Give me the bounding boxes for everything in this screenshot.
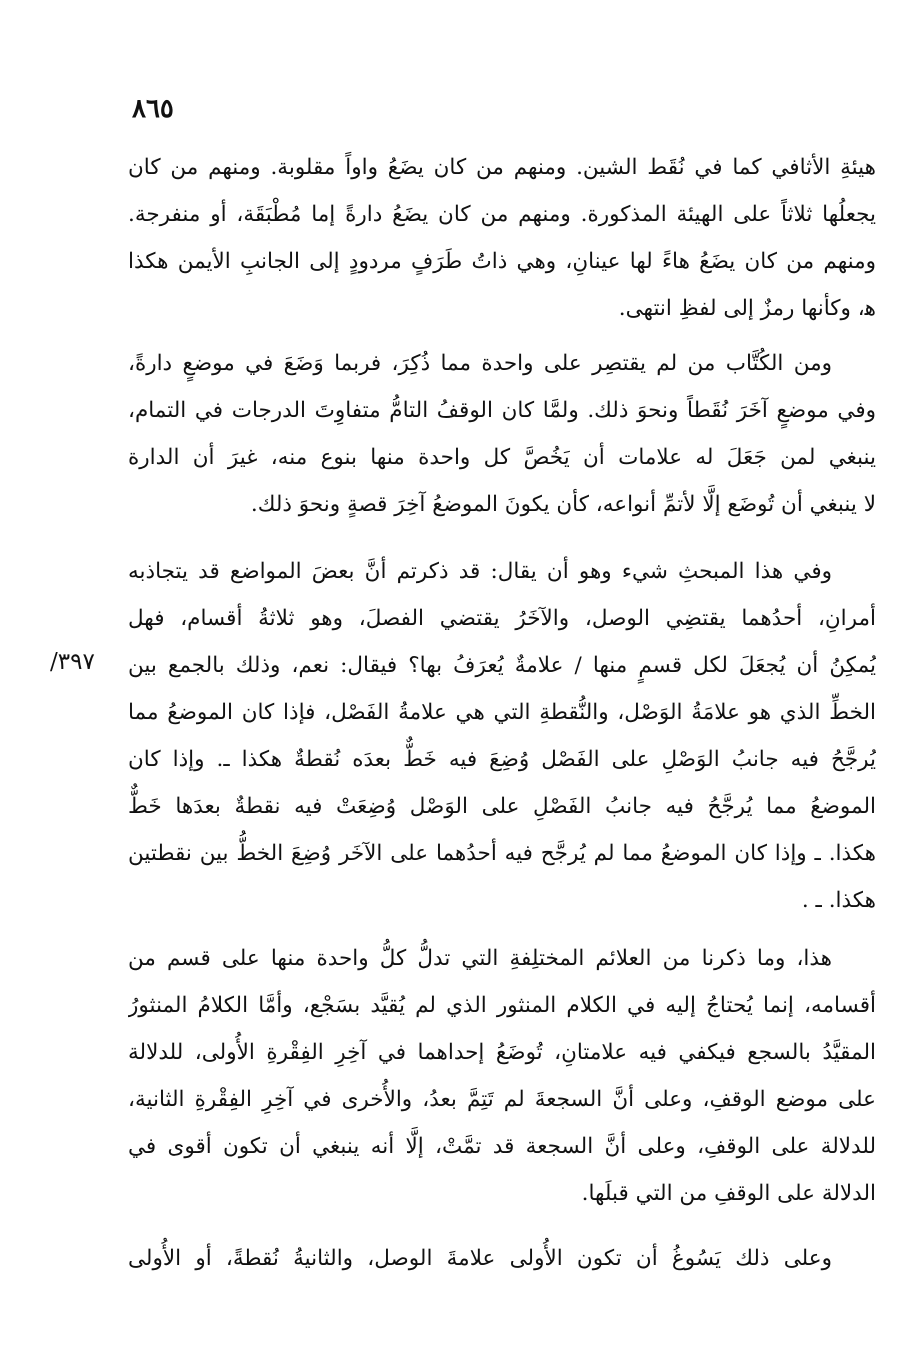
- text-line: الدلالة على الوقفِ من التي قبلَها.: [581, 1181, 876, 1206]
- paragraph-1: [128, 144, 876, 332]
- text-line: أقسامه، إنما يُحتاجُ إليه في الكلام المنثور الذي لم يُقيَّد بسَجْع، وأمَّا الكلامُ المنثورُ: [128, 993, 876, 1018]
- text-line: المقيَّدُ بالسجع فيكفي فيه علامتانِ، تُوضَعُ إحداهما في آخِرِ الفِقْرةِ الأُولى، للدلالة: [128, 1040, 876, 1065]
- text-line: هكذا. ـ وإذا كان الموضعُ مما لم يُرجَّح فيه أحدُهما على الآخَر وُضِعَ الخطُّ بين نقطتين: [128, 841, 876, 866]
- text-line: هيئةِ الأثافي كما في نُقَط الشين. ومنهم من كان يضَعُ واواً مقلوبة. ومنهم من كان: [128, 155, 876, 180]
- text-line: يُمكِنُ أن يُجعَلَ لكل قسمٍ منها / علامةٌ يُعرَفُ بها؟ فيقال: نعم، وذلك بالجمع بين: [128, 653, 876, 678]
- text-line: وفي موضعٍ آخَرَ نُقَطاً ونحوَ ذلك. ولمَّا كان الوقفُ التامُّ متفاوِتَ الدرجات في التمام،: [128, 398, 876, 423]
- text-line: يُرجَّحُ فيه جانبُ الوَصْلِ على الفَصْل وُضِعَ فيه خَطٌّ بعدَه نُقطةٌ هكذا ـ. وإذا كان: [128, 747, 876, 772]
- text-line: لا ينبغي أن تُوضَع إلَّا لأتمِّ أنواعه، كأن يكونَ الموضعُ آخِرَ قصةٍ ونحوَ ذلك.: [250, 492, 876, 517]
- text-line: وفي هذا المبحثِ شيء وهو أن يقال: قد ذكرتم أنَّ بعضَ المواضع قد يتجاذبه: [128, 559, 832, 584]
- margin-page-reference: ٣٩٧/: [50, 649, 95, 675]
- text-line: ومنهم من كان يضَعُ هاءً لها عينانِ، وهي ذاتُ طَرَفٍ مردودٍ إلى الجانبِ الأيمن هكذا: [128, 249, 876, 274]
- text-line: ﻫ، وكأنها رمزٌ إلى لفظِ انتهى.: [618, 296, 876, 321]
- text-line: الموضعُ مما يُرجَّحُ فيه جانبُ الفَصْلِ على الوَصْل وُضِعَتْ فيه نقطةٌ بعدَها خَطٌّ: [128, 794, 876, 819]
- text-line: يجعلُها ثلاثاً على الهيئة المذكورة. ومنهم من كان يضَعُ دارةً إما مُطْبَقَة، أو منفرجة.: [128, 202, 876, 227]
- text-line: الخطِّ الذي هو علامَةُ الوَصْل، والنُّقطةِ التي هي علامةُ الفَصْل، فإذا كان الموضعُ مما: [128, 700, 876, 725]
- page-number: ٨٦٥: [132, 94, 174, 124]
- text-line: ومن الكُتَّاب من لم يقتصِر على واحدة مما ذُكِرَ، فربما وَضَعَ في موضعٍ دارةً،: [128, 351, 832, 376]
- paragraph-3: [128, 548, 876, 924]
- paragraph-2: [128, 340, 876, 528]
- text-line: أمرانِ، أحدُهما يقتضِي الوصل، والآخَرُ يقتضي الفصلَ، وهو ثلاثةُ أقسام، فهل: [128, 606, 876, 631]
- paragraph-5: [128, 1235, 876, 1282]
- paragraph-4: [128, 935, 876, 1217]
- text-line: هذا، وما ذكرنا من العلائم المختلِفةِ التي تدلُّ كلُّ واحدة منها على قسم من: [128, 946, 832, 971]
- text-line: ينبغي لمن جَعَلَ له علامات أن يَخُصَّ كل واحدة منها بنوع منه، غيرَ أن الدارة: [128, 445, 876, 470]
- text-line: وعلى ذلك يَسُوغُ أن تكون الأُولى علامةَ الوصل، والثانيةُ نُقطةً، أو الأُولى: [128, 1246, 832, 1271]
- text-line: على موضع الوقفِ، وعلى أنَّ السجعةَ لم تَتِمَّ بعدُ، والأُخرى في آخِرِ الفِقْرةِ الثانية،: [128, 1087, 876, 1112]
- text-line: هكذا. ـ .: [801, 888, 876, 913]
- text-line: للدلالة على الوقفِ، وعلى أنَّ السجعة قد تمَّتْ، إلَّا أنه ينبغي أن تكون أقوى في: [128, 1134, 876, 1159]
